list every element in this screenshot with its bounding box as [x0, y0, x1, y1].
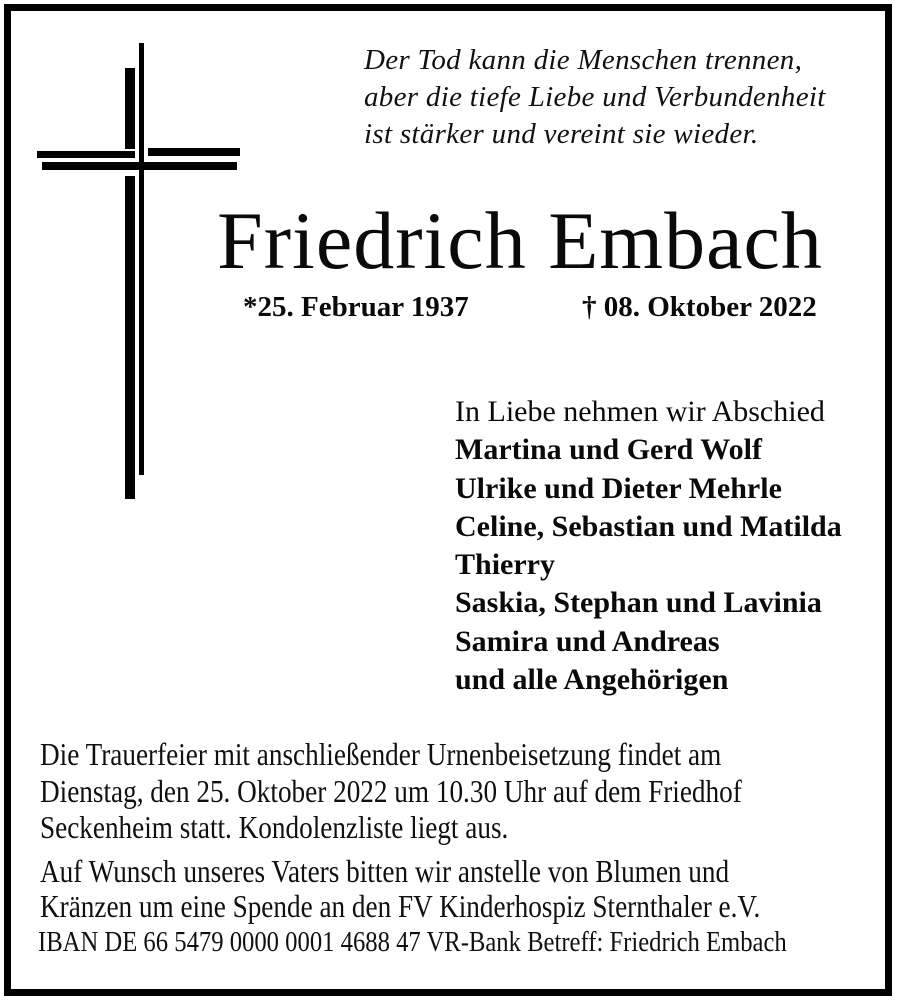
mourner-line: Martina und Gerd Wolf: [455, 433, 762, 467]
cross-bar-horizontal-upper-left: [37, 151, 135, 158]
mourner-line: Ulrike und Dieter Mehrle: [455, 471, 782, 505]
epigraph-line: aber die tiefe Liebe und Verbundenheit: [364, 81, 826, 113]
donation-iban: IBAN DE 66 5479 0000 0001 4688 47 VR-Bank Betreff: Friedrich Embach: [38, 926, 787, 958]
epigraph: [364, 42, 826, 153]
funeral-info: [40, 736, 742, 846]
cross-bar-horizontal-lower: [42, 162, 237, 170]
mourner-line: Thierry: [455, 548, 555, 582]
donation-request: [40, 854, 760, 924]
mourner-line: und alle Angehörigen: [455, 663, 729, 697]
farewell-intro: In Liebe nehmen wir Abschied: [455, 395, 825, 428]
mourner-line: Celine, Sebastian und Matilda: [455, 509, 842, 543]
cross-bar-thick-vertical-top: [125, 68, 135, 149]
funeral-info-line: Die Trauerfeier mit anschließender Urnenbeisetzung findet am: [40, 736, 722, 772]
farewell-block: [455, 393, 842, 699]
funeral-info-line: Dienstag, den 25. Oktober 2022 um 10.30 Uhr auf dem Friedhof: [40, 772, 742, 809]
mourner-line: Saskia, Stephan und Lavinia: [455, 586, 822, 620]
mourner-line: Samira und Andreas: [455, 624, 720, 658]
donation-request-line: Kränzen um eine Spende an den FV Kinderhospiz Sternthaler e.V.: [40, 888, 761, 924]
cross-bar-thick-vertical-bottom: [125, 176, 135, 499]
funeral-info-line: Seckenheim statt. Kondolenzliste liegt aus.: [40, 809, 509, 845]
birth-date: *25. Februar 1937: [243, 291, 469, 323]
death-date: † 08. Oktober 2022: [582, 291, 817, 323]
donation-request-line: Auf Wunsch unseres Vaters bitten wir anstelle von Blumen und: [40, 853, 730, 889]
deceased-name: Friedrich Embach: [217, 195, 823, 286]
epigraph-line: ist stärker und vereint sie wieder.: [364, 118, 759, 150]
cross-bar-horizontal-upper-right: [148, 148, 240, 156]
epigraph-line: Der Tod kann die Menschen trennen,: [364, 44, 803, 76]
